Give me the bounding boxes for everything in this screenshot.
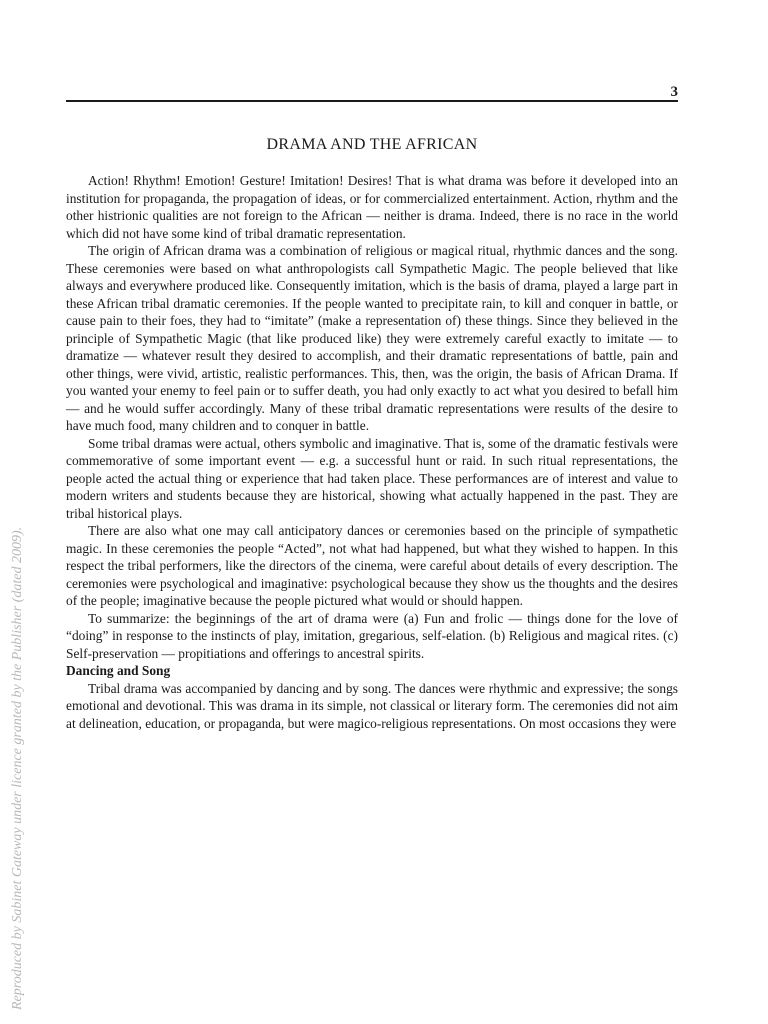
section-heading: Dancing and Song xyxy=(66,663,171,678)
header-rule xyxy=(66,100,678,102)
paragraph-1: Action! Rhythm! Emotion! Gesture! Imitation! Desires! That is what drama was before it developed into an institution for propaganda, the propagation of ideas, or for commercialized entertainment. Action, rhythm and the other histrionic qualities are not foreign to the African — neither is drama. Indeed, there is no race in the world which did not have some kind of tribal dramatic representation. xyxy=(66,173,678,241)
paragraph-2: The origin of African drama was a combination of religious or magical ritual, rhythmic dances and the song. These ceremonies were based on what anthropologists call Sympathetic Magic. The people believed that like always and everywhere produced like. Consequently imitation, which is the basis of drama, played a large part in these African tribal dramatic ceremonies. If the people wanted to precipitate rain, to kill and conquer in battle, or cause pain to their foes, they had to “imitate” (make a representation of) these things. Since they believed in the principle of Sympathetic Magic (that like produced like) they were extremely careful exactly to imitate — to dramatize — whatever result they desired to accomplish, and their dramatic representations of battle, pain and other things, were vivid, artistic, realistic performances. This, then, was the origin, the basis of African Drama. If you wanted your enemy to feel pain or to suffer death, you had only exactly to act what you desired to befall him — and he would suffer accordingly. Many of these tribal dramatic representations were results of the desire to have much food, many children and to conquer in battle. xyxy=(66,243,678,433)
licence-watermark: Reproduced by Sabinet Gateway under licence granted by the Publisher (dated 2009). xyxy=(10,526,25,1010)
body-text xyxy=(66,172,678,732)
chapter-title: DRAMA AND THE AFRICAN xyxy=(266,136,478,153)
paragraph-5: To summarize: the beginnings of the art of drama were (a) Fun and frolic — things done for the love of “doing” in response to the instincts of play, imitation, gregarious, self-elation. (b) Religious and magical rites. (c) Self-preservation — propitiations and offerings to ancestral spirits. xyxy=(66,610,678,661)
paragraph-3: Some tribal dramas were actual, others symbolic and imaginative. That is, some of the dramatic festivals were commemorative of some important event — e.g. a successful hunt or raid. In such ritual representations, the people acted the actual thing or experience that had taken place. These performances are of interest and value to modern writers and students because they are historical, showing what actually happened in the past. They are tribal historical plays. xyxy=(66,435,678,521)
page-number: 3 xyxy=(670,84,678,100)
paragraph-4: There are also what one may call anticipatory dances or ceremonies based on the principle of sympathetic magic. In these ceremonies the people “Acted”, not what had happened, but what they wished to happen. In this respect the tribal performers, like the directors of the cinema, were careful about details of every description. The ceremonies were psychological and imaginative: psychological because they show us the thoughts and the desires of the people; imaginative because the people pictured what would or should happen. xyxy=(66,523,678,608)
paragraph-6: Tribal drama was accompanied by dancing and by song. The dances were rhythmic and expressive; the songs emotional and devotional. This was drama in its simple, not classical or literary form. The ceremonies did not aim at delineation, education, or propaganda, but were magico-religious representations. On most occasions they were xyxy=(66,680,678,731)
